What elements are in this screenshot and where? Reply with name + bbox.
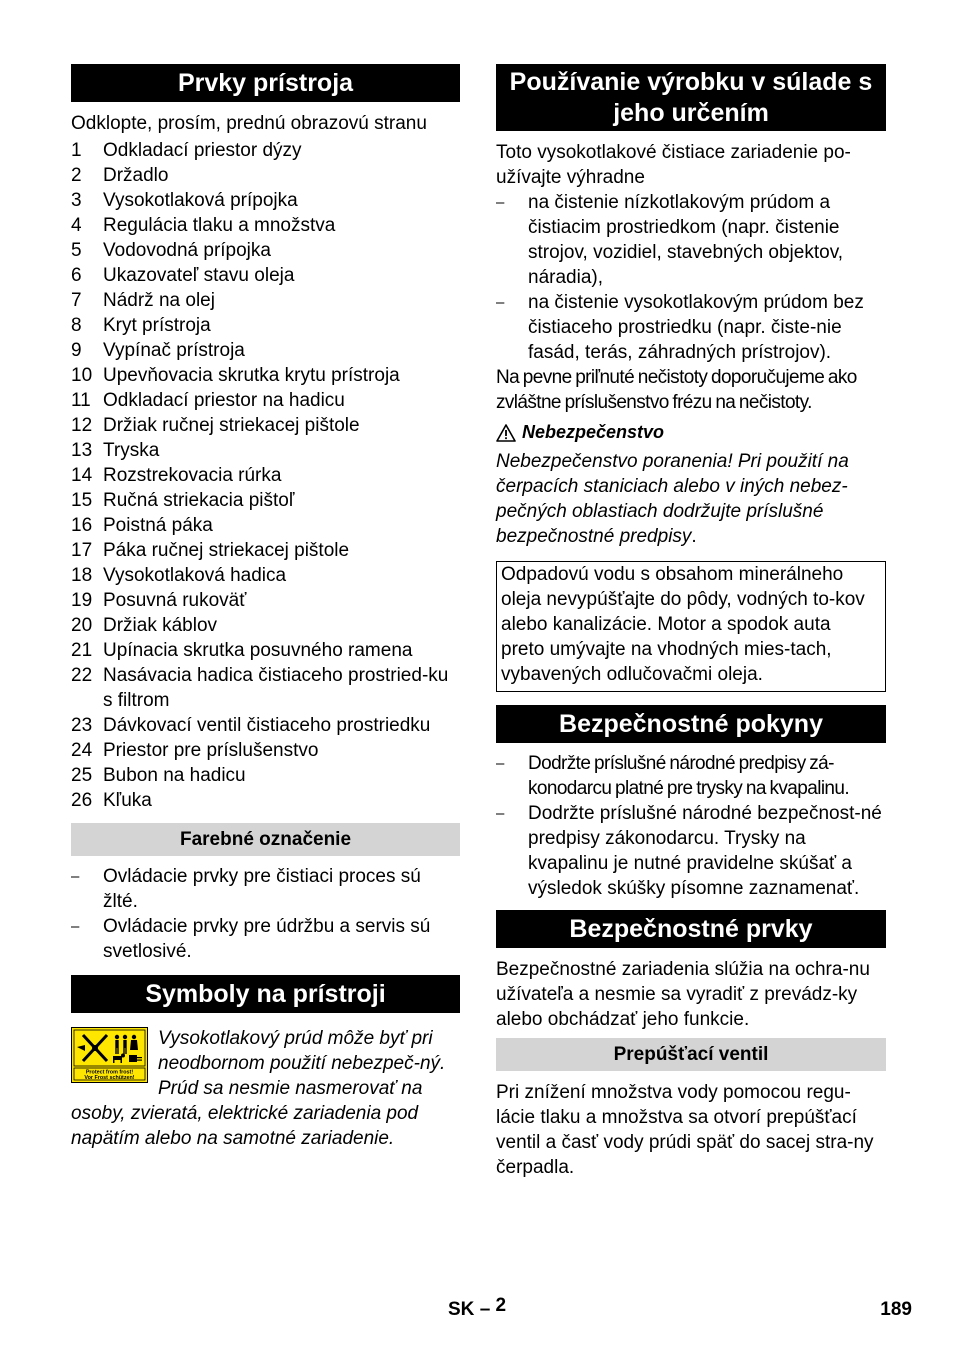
section-title-intended-use: Používanie výrobku v súlade s jeho určením xyxy=(496,64,886,131)
parts-list-item xyxy=(71,763,460,788)
item-label: Priestor pre príslušenstvo xyxy=(103,740,319,761)
parts-list-item xyxy=(71,263,460,288)
item-number: 14 xyxy=(71,465,93,486)
usage-intro: Toto vysokotlakové čistiace zariadenie po-užívajte výhradne xyxy=(496,142,851,188)
high-pressure-warning-sticker-icon xyxy=(71,1027,148,1083)
dash-bullet: – xyxy=(71,918,80,935)
color-marking-item xyxy=(71,864,460,914)
parts-list-item xyxy=(71,613,460,638)
item-number: 20 xyxy=(71,615,93,636)
safety-instruction-item-text: Dodržte príslušné národné predpisy zá-konodarcu platné pre trysky na kvapalinu. xyxy=(528,753,850,799)
item-label: Upínacia skrutka posuvného ramena xyxy=(103,640,413,661)
item-label: Držiak ručnej striekacej pištole xyxy=(103,415,360,436)
color-marking-item-text: Ovládacie prvky pre údržbu a servis sú svetlosivé. xyxy=(103,916,431,962)
item-label: Nádrž na olej xyxy=(103,290,215,311)
item-label: Ručná striekacia pištoľ xyxy=(103,490,295,511)
item-label: Nasávacia hadica čistiaceho prostried-ku s filtrom xyxy=(103,665,449,711)
color-marking-list xyxy=(71,864,460,964)
safety-instructions-list xyxy=(496,751,886,901)
section-title-safety-instructions: Bezpečnostné pokyny xyxy=(496,705,886,743)
safety-instruction-item-text: Dodržte príslušné národné bezpečnost-né predpisy zákonodarcu. Trysky na kvapalinu je nutné pravidelne skúšať a výsledok skúšky písomne zaznamenať. xyxy=(528,803,882,899)
safety-instruction-item xyxy=(496,801,886,901)
safety-devices-text: Bezpečnostné zariadenia slúžia na ochra-nu užívateľa a nesmie sa vyradiť z prevádz-ky alebo obchádzať jeho funkcie. xyxy=(496,959,870,1030)
parts-list-item xyxy=(71,513,460,538)
item-number: 2 xyxy=(71,165,82,186)
usage-item-text: na čistenie nízkotlakovým prúdom a čistiacim prostriedkom (napr. čistenie strojov, vozidiel, stavebných objektov, náradia), xyxy=(528,192,844,288)
sticker-text-line2: Vor Frost schützen! xyxy=(84,1074,135,1081)
item-label: Regulácia tlaku a množstva xyxy=(103,215,336,236)
parts-list-item xyxy=(71,438,460,463)
parts-list-item xyxy=(71,638,460,663)
usage-item xyxy=(496,290,886,365)
page-number: 189 xyxy=(880,1299,912,1320)
item-label: Bubon na hadicu xyxy=(103,765,246,786)
right-column xyxy=(496,64,886,1180)
sticker-text-line1: Protect from frost! xyxy=(85,1069,134,1076)
parts-list-item xyxy=(71,363,460,388)
footer-lang: SK xyxy=(448,1299,475,1320)
item-number: 13 xyxy=(71,440,93,461)
dash-bullet: – xyxy=(496,194,505,211)
left-column xyxy=(71,64,460,1151)
footer-section-label xyxy=(448,1297,506,1322)
item-number: 11 xyxy=(71,390,91,411)
item-label: Rozstrekovacia rúrka xyxy=(103,465,282,486)
section-title-device-elements: Prvky prístroja xyxy=(71,64,460,102)
footer-dash: – xyxy=(479,1299,491,1320)
footer-section-number: 2 xyxy=(495,1295,507,1316)
item-number: 12 xyxy=(71,415,93,436)
parts-list-item xyxy=(71,288,460,313)
item-number: 16 xyxy=(71,515,93,536)
item-label: Upevňovacia skrutka krytu prístroja xyxy=(103,365,400,386)
item-number: 7 xyxy=(71,290,82,311)
item-number: 5 xyxy=(71,240,82,261)
item-number: 17 xyxy=(71,540,93,561)
item-label: Páka ručnej striekacej pištole xyxy=(103,540,350,561)
symbol-block xyxy=(71,1026,460,1151)
waste-water-notice: Odpadovú vodu s obsahom minerálneho oleja nevypúšťajte do pôdy, vodných to-kov alebo kanalizácie. Motor a spodok auta preto umývajte na vhodných mies-tach, vybavených odlučovačmi oleja. xyxy=(501,564,865,685)
item-label: Kľuka xyxy=(103,790,152,811)
item-label: Vysokotlaková hadica xyxy=(103,565,287,586)
item-label: Odkladací priestor dýzy xyxy=(103,140,302,161)
parts-list-item xyxy=(71,238,460,263)
intro-text: Odklopte, prosím, prednú obrazovú stranu xyxy=(71,113,427,134)
usage-item-text: na čistenie vysokotlakovým prúdom bez čistiaceho prostriedku (napr. čiste-nie fasád, terás, záhradných prístrojov). xyxy=(528,292,864,363)
section-title-safety-devices: Bezpečnostné prvky xyxy=(496,910,886,948)
parts-list-item xyxy=(71,163,460,188)
dash-bullet: – xyxy=(496,755,505,772)
safety-instruction-item xyxy=(496,751,886,801)
dash-bullet: – xyxy=(71,868,80,885)
parts-list-item xyxy=(71,488,460,513)
parts-list-item xyxy=(71,663,460,713)
waste-water-notice-box xyxy=(496,561,886,692)
parts-list-item xyxy=(71,188,460,213)
usage-item xyxy=(496,190,886,290)
parts-list-item xyxy=(71,413,460,438)
item-number: 9 xyxy=(71,340,82,361)
accessory-note: Na pevne priľnuté nečistoty doporučujeme ako zvláštne príslušenstvo frézu na nečistoty. xyxy=(496,367,857,413)
item-number: 22 xyxy=(71,665,93,686)
item-number: 6 xyxy=(71,265,82,286)
item-label: Držadlo xyxy=(103,165,169,186)
symbol-warning-text: Vysokotlakový prúd môže byť pri neodbornom použití nebezpeč-ný. Prúd sa nesmie nasmerovať na osoby, zvieratá, elektrické zariadenia pod napätím alebo na samotné zariadenie. xyxy=(71,1028,446,1149)
item-label: Vysokotlaková prípojka xyxy=(103,190,298,211)
color-marking-item-text: Ovládacie prvky pre čistiaci proces sú žlté. xyxy=(103,866,421,912)
parts-list-item xyxy=(71,738,460,763)
parts-list-item xyxy=(71,138,460,163)
parts-list-item xyxy=(71,563,460,588)
color-marking-item xyxy=(71,914,460,964)
item-label: Vodovodná prípojka xyxy=(103,240,271,261)
item-label: Kryt prístroja xyxy=(103,315,211,336)
parts-list-item xyxy=(71,213,460,238)
item-label: Vypínač prístroja xyxy=(103,340,245,361)
subsection-title-color-marking: Farebné označenie xyxy=(71,823,460,856)
item-number: 24 xyxy=(71,740,93,761)
danger-heading xyxy=(496,420,886,445)
danger-text-end: . xyxy=(691,526,697,547)
item-number: 1 xyxy=(71,140,82,161)
danger-text xyxy=(496,449,886,549)
parts-list-item xyxy=(71,313,460,338)
usage-list xyxy=(496,190,886,365)
item-number: 25 xyxy=(71,765,93,786)
relief-valve-text: Pri znížení množstva vody pomocou regu-lácie tlaku a množstva sa otvorí prepúšťací ventil a časť vody prúdi späť do sacej stra-ny čerpadla. xyxy=(496,1082,874,1178)
parts-list-item xyxy=(71,588,460,613)
item-label: Odkladací priestor na hadicu xyxy=(103,390,345,411)
item-number: 3 xyxy=(71,190,82,211)
item-label: Poistná páka xyxy=(103,515,213,536)
parts-list-item xyxy=(71,538,460,563)
item-number: 8 xyxy=(71,315,82,336)
subsection-title-relief-valve: Prepúšťací ventil xyxy=(496,1038,886,1071)
item-label: Držiak káblov xyxy=(103,615,218,636)
parts-list-item xyxy=(71,338,460,363)
dash-bullet: – xyxy=(496,805,505,822)
warning-triangle-icon xyxy=(496,424,516,442)
section-title-symbols: Symboly na prístroji xyxy=(71,975,460,1013)
danger-label: Nebezpečenstvo xyxy=(522,422,665,442)
parts-list-item xyxy=(71,713,460,738)
item-number: 4 xyxy=(71,215,82,236)
parts-list xyxy=(71,138,460,813)
danger-text-italic: Nebezpečenstvo poranenia! Pri použití na čerpacích staniciach alebo v iných nebez-pečných oblastiach dodržujte príslušné bezpečnostné predpisy xyxy=(496,451,849,547)
item-number: 18 xyxy=(71,565,93,586)
item-label: Dávkovací ventil čistiaceho prostriedku xyxy=(103,715,431,736)
item-number: 10 xyxy=(71,365,93,386)
item-number: 21 xyxy=(71,640,93,661)
item-label: Posuvná rukoväť xyxy=(103,590,247,611)
item-number: 23 xyxy=(71,715,93,736)
item-label: Ukazovateľ stavu oleja xyxy=(103,265,295,286)
item-number: 19 xyxy=(71,590,93,611)
parts-list-item xyxy=(71,463,460,488)
parts-list-item xyxy=(71,788,460,813)
dash-bullet: – xyxy=(496,294,505,311)
item-number: 26 xyxy=(71,790,93,811)
item-number: 15 xyxy=(71,490,93,511)
item-label: Tryska xyxy=(103,440,160,461)
parts-list-item xyxy=(71,388,460,413)
